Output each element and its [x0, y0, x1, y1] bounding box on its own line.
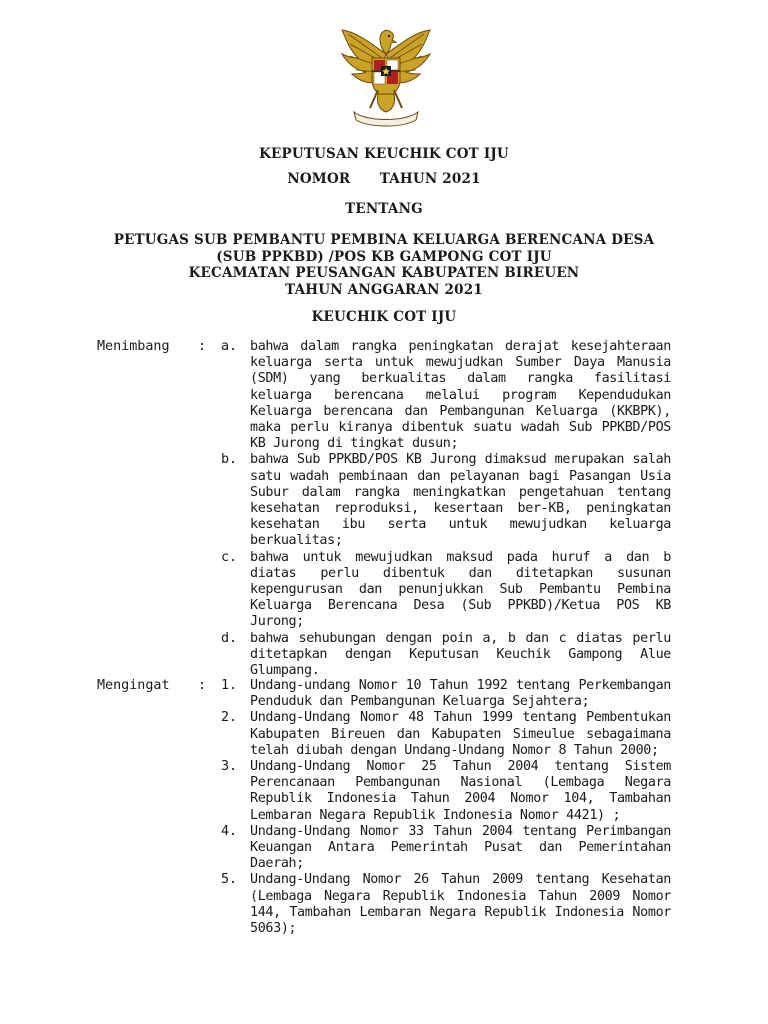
- item-marker: a.: [221, 339, 238, 354]
- item-text: Undang-Undang Nomor 25 Tahun 2004 tentang Sistem Perencanaan Pembangunan Nasional (Lembaga Negara Republik Indonesia Tahun 2004 Nomor 104, Tambahan Lembaran Negara Republik Indonesia Nomor 4421) ;: [250, 759, 671, 823]
- item-text: bahwa sehubungan dengan poin a, b dan c diatas perlu ditetapkan dengan Keputusan Keuchik Gampong Alue Glumpang.: [250, 630, 671, 679]
- menimbang-item: [221, 631, 671, 680]
- menimbang-item: [221, 550, 671, 631]
- item-marker: c.: [221, 549, 238, 565]
- garuda-emblem-icon: [336, 24, 436, 129]
- subject-line: PETUGAS SUB PEMBANTU PEMBINA KELUARGA BERENCANA DESA: [113, 232, 655, 248]
- item-marker: b.: [221, 452, 238, 468]
- item-marker: 4.: [221, 823, 238, 839]
- menimbang-label: Menimbang: [97, 339, 170, 354]
- subject-line: (SUB PPKBD) /POS KB GAMPONG COT IJU: [216, 248, 552, 265]
- item-text: Undang-undang Nomor 10 Tahun 1992 tentang Perkembangan Penduduk dan Pembangunan Keluarga Sejahtera;: [250, 678, 671, 710]
- item-text: Undang-Undang Nomor 33 Tahun 2004 tentang Perimbangan Keuangan Antara Pemerintah Pusat dan Pemerintahan Daerah;: [250, 823, 671, 872]
- menimbang-item: [221, 339, 671, 452]
- item-text: Undang-Undang Nomor 48 Tahun 1999 tentang Pembentukan Kabupaten Bireuen dan Kabupaten Simeulue sebagaimana telah diubah dengan Undang-Undang Nomor 8 Tahun 2000;: [250, 710, 671, 758]
- mengingat-item: [221, 710, 671, 759]
- menimbang-colon: :: [198, 339, 207, 354]
- document-number: NOMOR TAHUN 2021: [287, 171, 481, 187]
- menimbang-list: [221, 339, 671, 679]
- item-marker: 1.: [221, 678, 238, 693]
- subject-line: TAHUN ANGGARAN 2021: [285, 281, 483, 298]
- document-subject: [0, 232, 768, 298]
- mengingat-colon: :: [198, 678, 207, 693]
- item-text: bahwa dalam rangka peningkatan derajat kesejahteraan keluarga serta untuk mewujudkan Sumber Daya Manusia (SDM) yang berkualitas dalam rangka fasilitasi keluarga berencana melalui program Kependudukan Keluarga berencana dan Pembangunan Keluarga (KKBPK), maka perlu kiranya dibentuk suatu wadah Sub PPKBD/POS KB Jurong di tingkat dusun;: [250, 339, 671, 452]
- subject-line: KECAMATAN PEUSANGAN KABUPATEN BIREUEN: [188, 265, 580, 281]
- item-marker: 3.: [221, 759, 238, 775]
- menimbang-item: [221, 452, 671, 549]
- item-text: bahwa Sub PPKBD/POS KB Jurong dimaksud merupakan salah satu wadah pembinaan dan pelayanan bagi Pasangan Usia Subur dalam rangka meningkatkan pengetahuan tentang kesehatan reproduksi, kesertaan ber-KB, peningkatan kesehatan ibu serta untuk mewujudkan keluarga berkualitas;: [250, 452, 671, 549]
- mengingat-list: [221, 678, 671, 937]
- item-text: Undang-Undang Nomor 26 Tahun 2009 tentang Kesehatan (Lembaga Negara Republik Indonesia Tahun 2009 Nomor 144, Tambahan Lembaran Negara Republik Indonesia Nomor 5063);: [250, 872, 671, 937]
- item-text: bahwa untuk mewujudkan maksud pada huruf a dan b diatas perlu dibentuk dan ditetapkan susunan kepengurusan dan penunjukkan Sub Pembantu Pembina Keluarga Berencana Desa (Sub PPKBD)/Ketua POS KB Jurong;: [250, 549, 671, 630]
- item-marker: d.: [221, 630, 238, 646]
- mengingat-item: [221, 759, 671, 824]
- mengingat-item: [221, 872, 671, 937]
- issuing-official: KEUCHIK COT IJU: [311, 309, 457, 325]
- mengingat-item: [221, 678, 671, 710]
- item-marker: 2.: [221, 710, 238, 726]
- mengingat-label: Mengingat: [97, 678, 170, 693]
- document-tentang: TENTANG: [345, 201, 423, 217]
- mengingat-item: [221, 824, 671, 873]
- item-marker: 5.: [221, 872, 238, 888]
- document-title: KEPUTUSAN KEUCHIK COT IJU: [259, 146, 509, 162]
